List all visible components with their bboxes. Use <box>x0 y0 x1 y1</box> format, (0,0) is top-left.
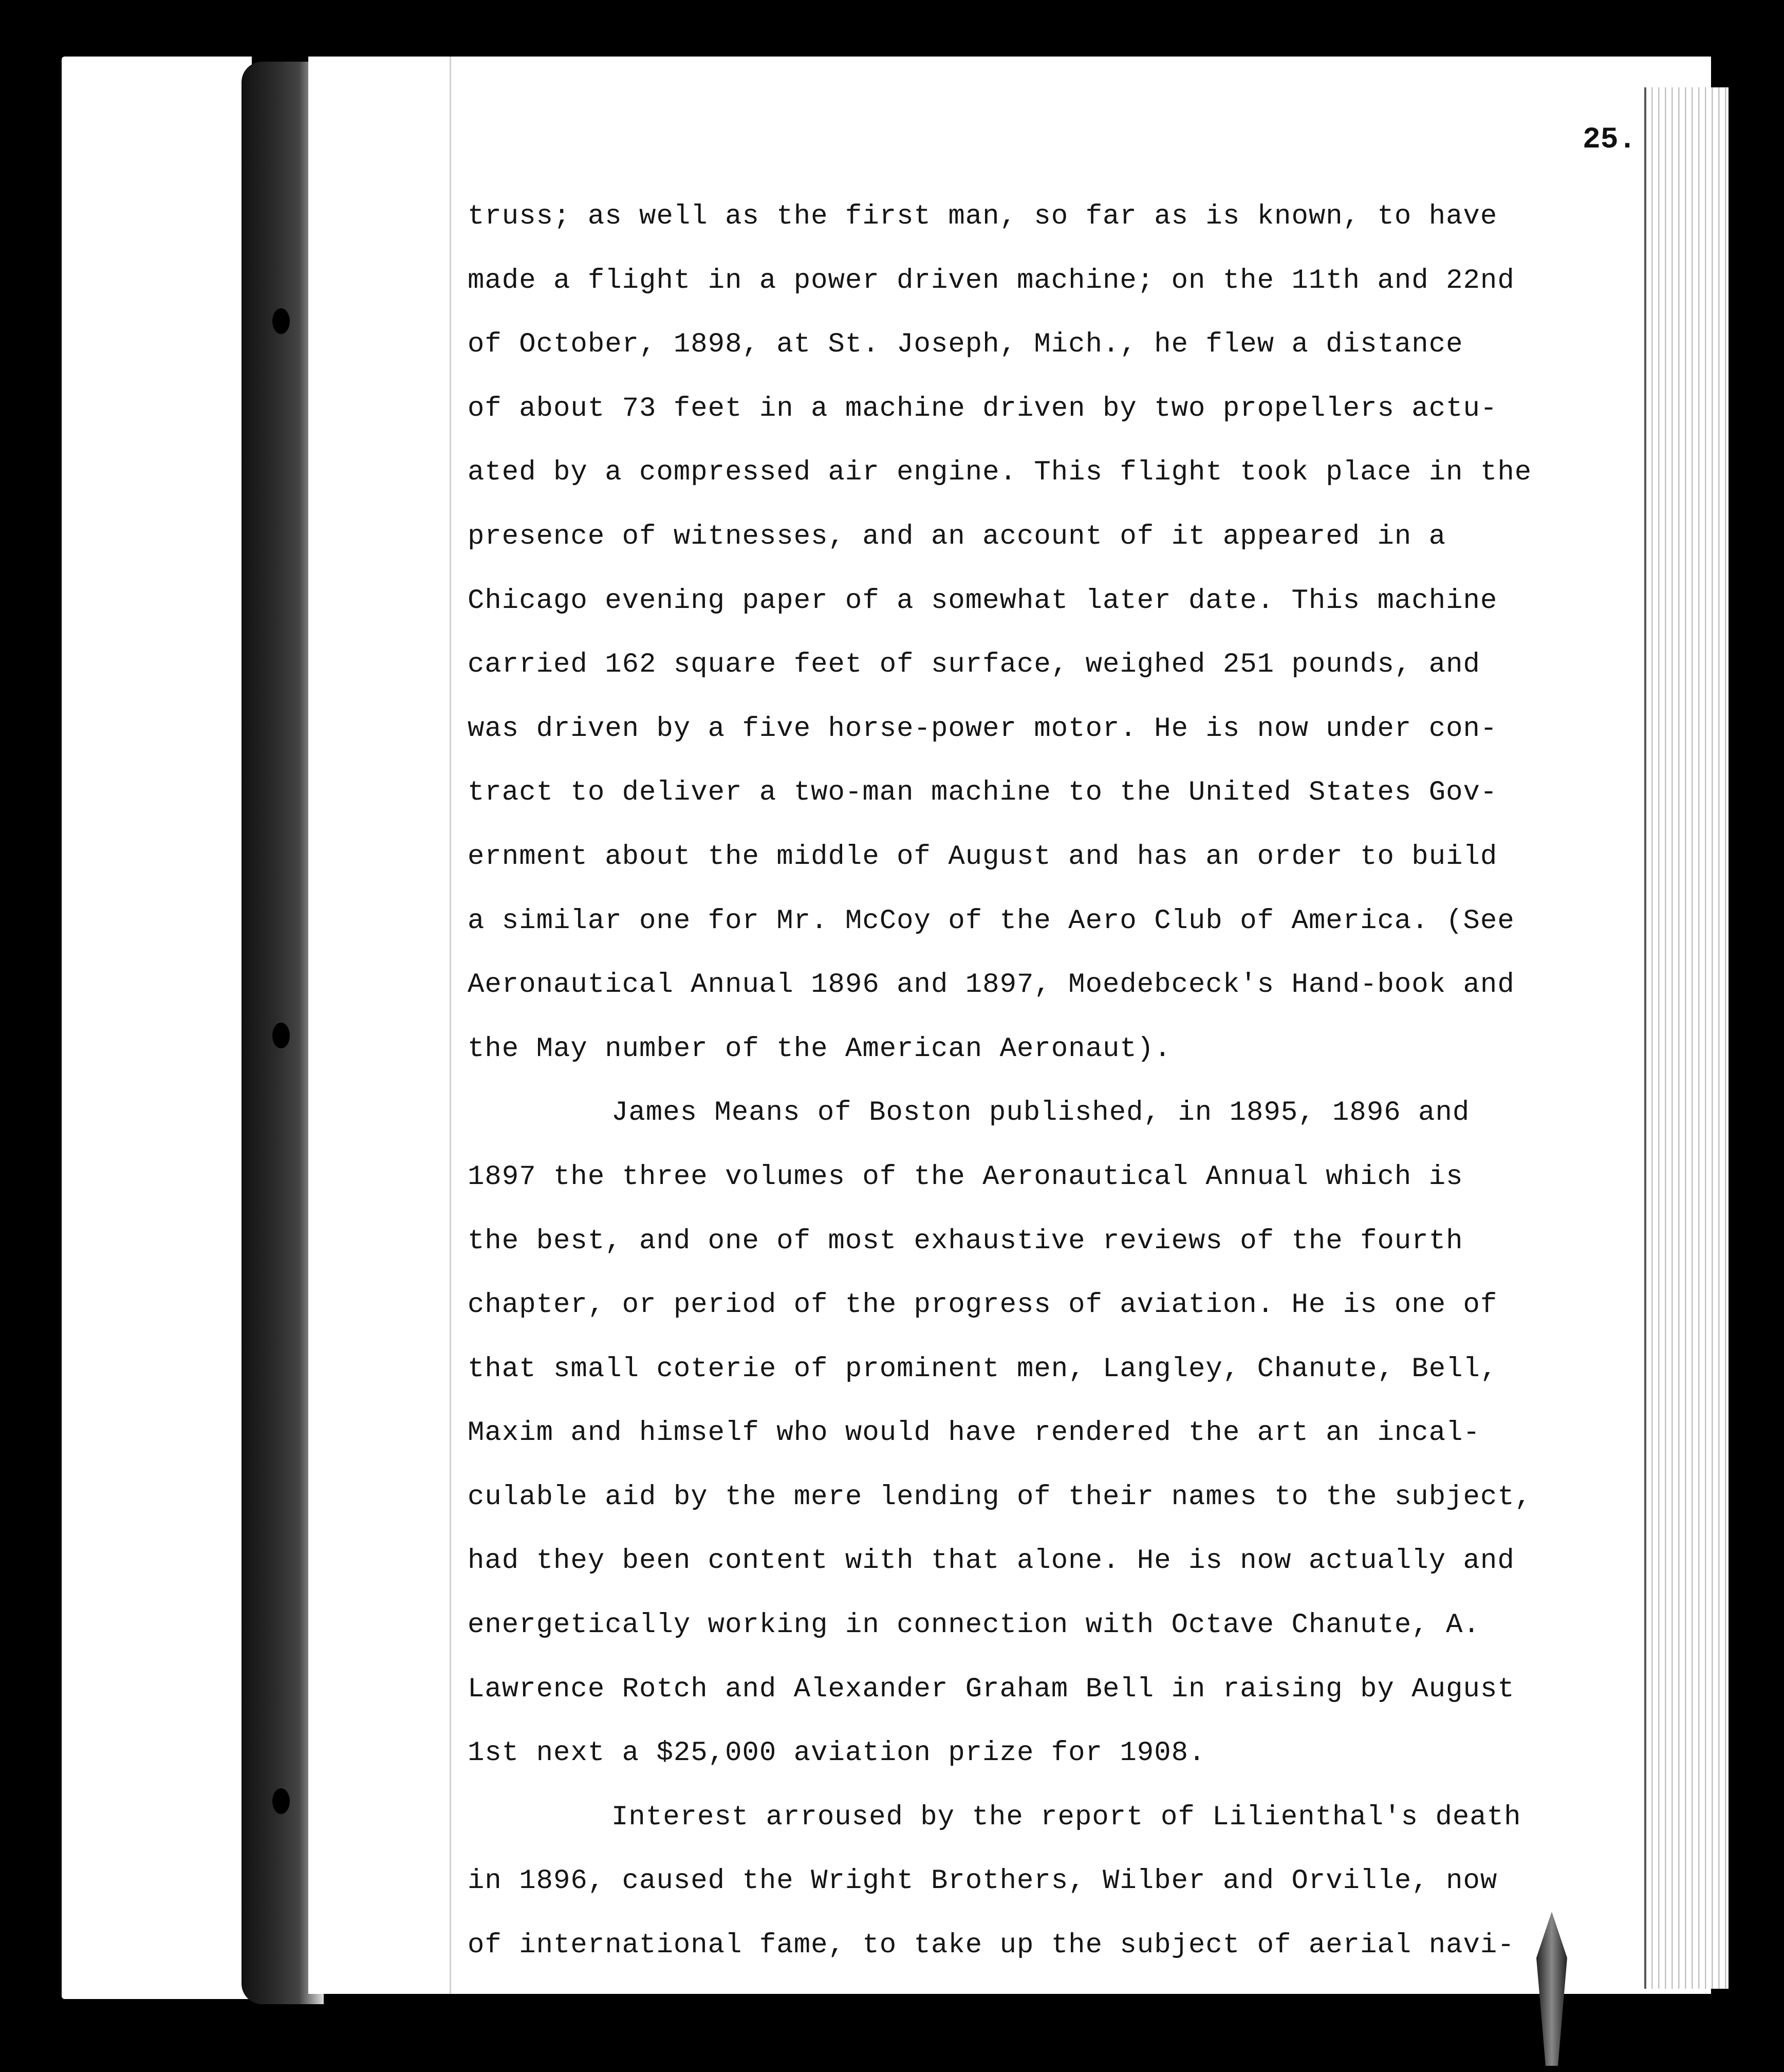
text-line: the best, and one of most exhaustive reviews of the fourth <box>468 1225 1463 1257</box>
text-line: of October, 1898, at St. Joseph, Mich., he flew a distance <box>468 329 1463 361</box>
text-line: truss; as well as the first man, so far as is known, to have <box>468 201 1498 232</box>
text-line: had they been content with that alone. He is now actually and <box>468 1545 1515 1577</box>
text-line: 1897 the three volumes of the Aeronautical Annual which is <box>468 1161 1463 1193</box>
text-line: energetically working in connection with Octave Chanute, A. <box>468 1609 1480 1641</box>
text-line: made a flight in a power driven machine; on the 11th and 22nd <box>468 265 1515 297</box>
binding-hole-middle <box>272 1023 290 1048</box>
text-line: the May number of the American Aeronaut). <box>468 1033 1172 1065</box>
text-line: carried 162 square feet of surface, weighed 251 pounds, and <box>468 649 1480 681</box>
text-line: tract to deliver a two-man machine to the United States Gov- <box>468 777 1498 809</box>
text-line: was driven by a five horse-power motor. He is now under con- <box>468 713 1498 745</box>
binding-hole-top <box>272 308 290 334</box>
text-line: Lawrence Rotch and Alexander Graham Bell in raising by August <box>468 1673 1515 1705</box>
text-line: James Means of Boston published, in 1895, 1896 and <box>611 1097 1470 1129</box>
left-page <box>62 57 252 1999</box>
typed-text-body <box>468 185 1660 1978</box>
binding-hole-bottom <box>272 1788 290 1814</box>
page-number: 25. <box>1583 123 1637 157</box>
text-line: a similar one for Mr. McCoy of the Aero Club of America. (See <box>468 905 1515 937</box>
text-line: culable aid by the mere lending of their names to the subject, <box>468 1481 1532 1513</box>
text-line: of about 73 feet in a machine driven by two propellers actu- <box>468 393 1498 424</box>
text-line: ernment about the middle of August and has an order to build <box>468 841 1498 873</box>
text-line: ated by a compressed air engine. This flight took place in the <box>468 457 1532 489</box>
text-line: in 1896, caused the Wright Brothers, Wilber and Orville, now <box>468 1865 1498 1897</box>
text-line: chapter, or period of the progress of aviation. He is one of <box>468 1289 1498 1321</box>
text-line: Interest arroused by the report of Lilienthal's death <box>611 1801 1521 1833</box>
text-line: Maxim and himself who would have rendered the art an incal- <box>468 1417 1480 1449</box>
text-line: Chicago evening paper of a somewhat later date. This machine <box>468 585 1498 617</box>
text-line: of international fame, to take up the subject of aerial navi- <box>468 1930 1515 1962</box>
text-line: that small coterie of prominent men, Langley, Chanute, Bell, <box>468 1353 1498 1385</box>
text-line: 1st next a $25,000 aviation prize for 1908. <box>468 1737 1206 1769</box>
text-line: Aeronautical Annual 1896 and 1897, Moedebceck's Hand-book and <box>468 969 1515 1001</box>
margin-rule <box>450 57 451 1994</box>
text-line: presence of witnesses, and an account of it appeared in a <box>468 521 1446 552</box>
